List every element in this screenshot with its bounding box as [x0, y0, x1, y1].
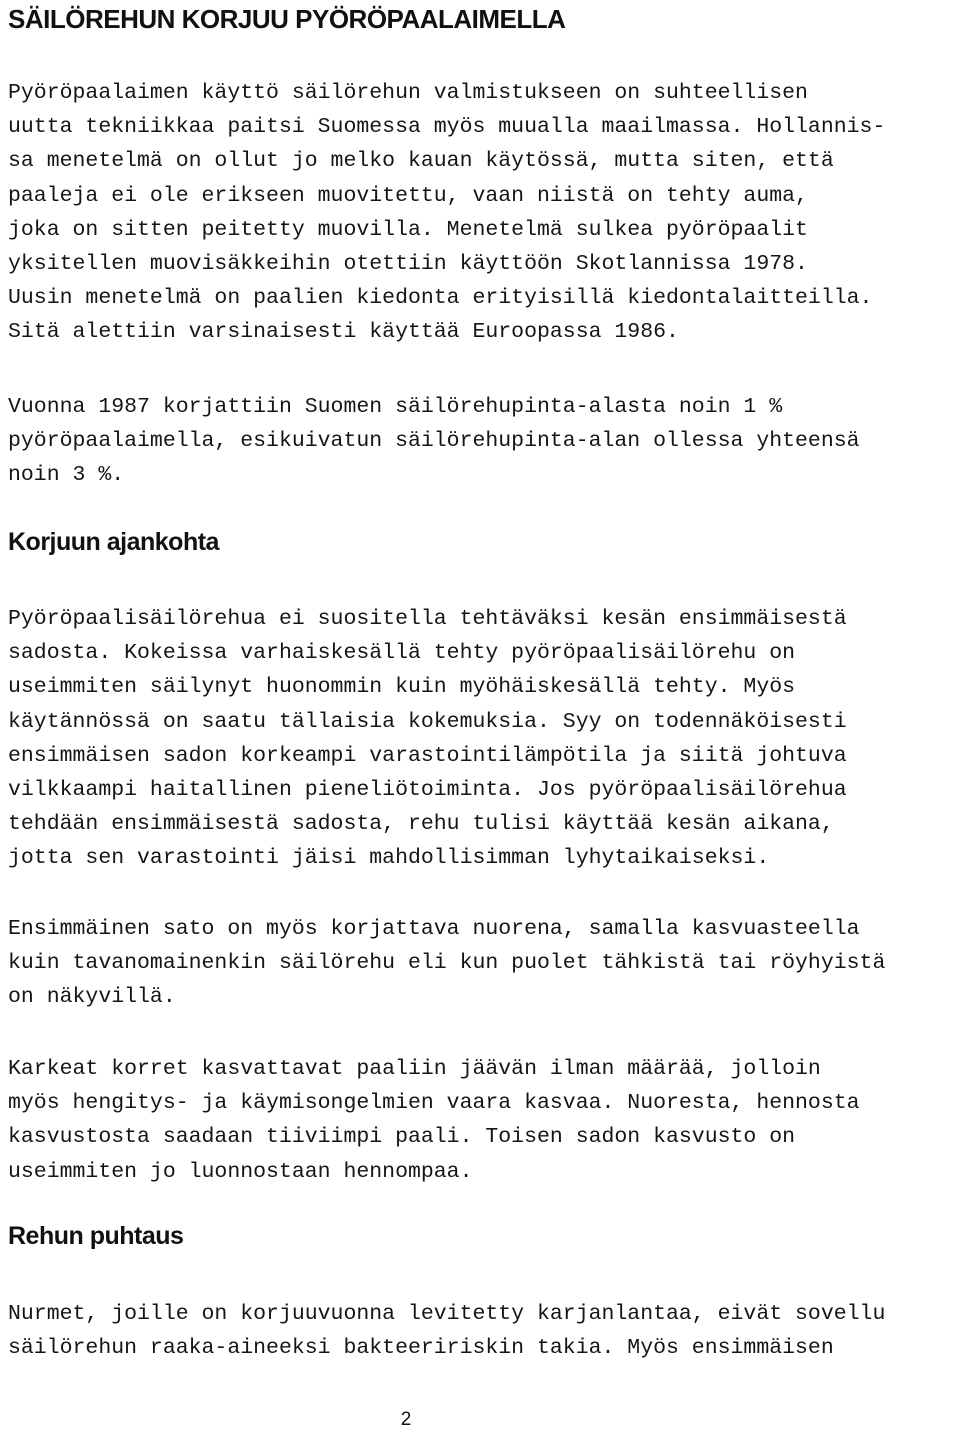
- paragraph-history: [8, 76, 956, 350]
- text-line: Uusin menetelmä on paalien kiedonta erityisillä kiedontalaitteilla.: [8, 286, 873, 311]
- text-line: säilörehun raaka-aineeksi bakteeririskin takia. Myös ensimmäisen: [8, 1336, 834, 1361]
- text-line: noin 3 %.: [8, 463, 125, 488]
- text-line: sa menetelmä on ollut jo melko kauan käytössä, mutta siten, että: [8, 149, 834, 174]
- document-title: SÄILÖREHUN KORJUU PYÖRÖPAALAIMELLA: [8, 4, 566, 34]
- text-line: yksitellen muovisäkkeihin otettiin käyttöön Skotlannissa 1978.: [8, 252, 808, 277]
- text-line: useimmiten säilynyt huonommin kuin myöhäiskesällä tehty. Myös: [8, 675, 796, 700]
- text-line: joka on sitten peitetty muovilla. Menetelmä sulkea pyöröpaalit: [8, 217, 808, 242]
- paragraph-first-harvest: [8, 602, 956, 876]
- text-line: Karkeat korret kasvattavat paaliin jäävän ilman määrää, jolloin: [8, 1057, 821, 1081]
- text-line: Nurmet, joille on korjuuvuonna levitetty karjanlantaa, eivät sovellu: [8, 1302, 886, 1326]
- paragraph-statistics: [8, 390, 956, 493]
- text-line: pyöröpaalaimella, esikuivatun säilörehupinta-alan ollessa yhteensä: [8, 429, 860, 454]
- text-line: Pyöröpaalisäilörehua ei suositella tehtäväksi kesän ensimmäisestä: [8, 607, 847, 631]
- text-line: Sitä alettiin varsinaisesti käyttää Euroopassa 1986.: [8, 320, 679, 345]
- text-line: kuin tavanomainenkin säilörehu eli kun puolet tähkistä tai röyhyistä: [8, 951, 886, 976]
- text-line: kasvustosta saadaan tiiviimpi paali. Toisen sadon kasvusto on: [8, 1125, 796, 1150]
- text-line: uutta tekniikkaa paitsi Suomessa myös muualla maailmassa. Hollannis-: [8, 115, 886, 140]
- text-line: tehdään ensimmäisestä sadosta, rehu tulisi käyttää kesän aikana,: [8, 812, 834, 837]
- page-number: 2: [400, 1409, 412, 1430]
- paragraph-coarse-stems: [8, 1052, 956, 1189]
- text-line: Ensimmäinen sato on myös korjattava nuorena, samalla kasvuasteella: [8, 917, 860, 941]
- text-line: useimmiten jo luonnostaan hennompaa.: [8, 1159, 473, 1184]
- section-heading-feed-cleanliness: Rehun puhtaus: [8, 1222, 184, 1250]
- paragraph-growth-stage: [8, 912, 956, 1015]
- text-line: paaleja ei ole erikseen muovitettu, vaan niistä on tehty auma,: [8, 183, 808, 208]
- section-heading-harvest-timing: Korjuun ajankohta: [8, 528, 219, 556]
- text-line: käytännössä on saatu tällaisia kokemuksia. Syy on todennäköisesti: [8, 709, 847, 734]
- text-line: on näkyvillä.: [8, 985, 176, 1010]
- text-line: ensimmäisen sadon korkeampi varastointilämpötila ja siitä johtuva: [8, 743, 847, 768]
- text-line: sadosta. Kokeissa varhaiskesällä tehty pyöröpaalisäilörehu on: [8, 641, 796, 666]
- text-line: Pyöröpaalaimen käyttö säilörehun valmistukseen on suhteellisen: [8, 81, 808, 105]
- paragraph-manure-risk: [8, 1297, 956, 1365]
- text-line: vilkkaampi haitallinen pieneliötoiminta. Jos pyöröpaalisäilörehua: [8, 778, 847, 803]
- text-line: jotta sen varastointi jäisi mahdollisimman lyhytaikaiseksi.: [8, 846, 770, 871]
- text-line: Vuonna 1987 korjattiin Suomen säilörehupinta-alasta noin 1 %: [8, 395, 783, 419]
- text-line: myös hengitys- ja käymisongelmien vaara kasvaa. Nuoresta, hennosta: [8, 1091, 860, 1116]
